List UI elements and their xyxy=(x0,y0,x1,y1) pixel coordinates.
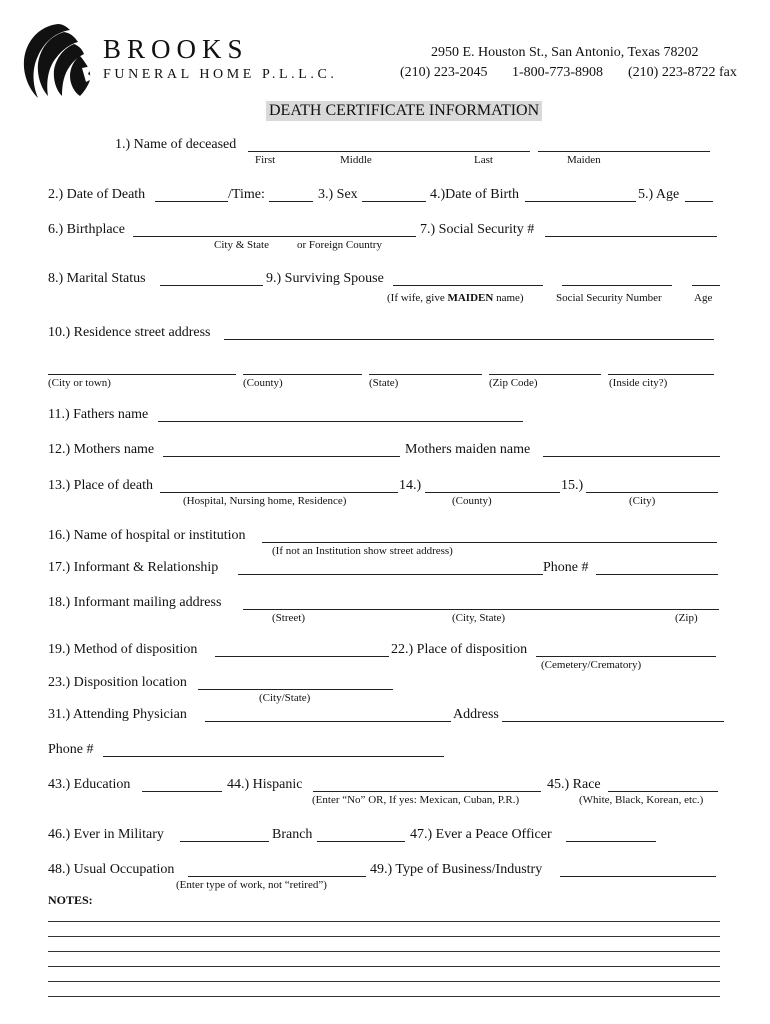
field-occupation[interactable] xyxy=(188,876,366,877)
field-mothers-maiden[interactable] xyxy=(543,456,720,457)
label-name-of-deceased: 1.) Name of deceased xyxy=(115,137,237,152)
brand-name: BROOKS xyxy=(103,34,249,64)
hint-street: (Street) xyxy=(272,612,305,624)
hint-city-town: (City or town) xyxy=(48,377,111,389)
field-disposition-location[interactable] xyxy=(198,689,393,690)
field-informant-phone[interactable] xyxy=(596,574,718,575)
field-military[interactable] xyxy=(180,841,269,842)
field-spouse-ssn[interactable] xyxy=(562,285,672,286)
field-business[interactable] xyxy=(560,876,716,877)
hint-spouse-prefix: (If wife, give xyxy=(387,292,445,304)
label-peace-officer: 47.) Ever a Peace Officer xyxy=(410,827,552,842)
hint-inside-city: (Inside city?) xyxy=(609,377,668,389)
field-sex[interactable] xyxy=(362,201,426,202)
form-title: DEATH CERTIFICATE INFORMATION xyxy=(266,101,542,121)
field-social-security[interactable] xyxy=(545,236,717,237)
hint-maiden: Maiden xyxy=(567,154,601,166)
label-education: 43.) Education xyxy=(48,777,131,792)
label-residence-address: 10.) Residence street address xyxy=(48,325,211,340)
label-physician-address: Address xyxy=(453,707,499,722)
label-mothers-name: 12.) Mothers name xyxy=(48,442,155,457)
hint-spouse-bold: MAIDEN xyxy=(447,292,494,304)
hint-first: First xyxy=(255,154,276,166)
field-surviving-spouse[interactable] xyxy=(393,285,543,286)
notes-label: NOTES: xyxy=(48,893,93,907)
field-maiden-name[interactable] xyxy=(538,151,710,152)
hint-city-state-mail: (City, State) xyxy=(452,612,506,624)
hint-spouse-age: Age xyxy=(694,292,713,304)
label-date-of-death: 2.) Date of Death xyxy=(48,187,146,202)
label-race: 45.) Race xyxy=(547,777,601,792)
hint-spouse-maiden xyxy=(387,292,524,304)
label-place-of-disposition: 22.) Place of disposition xyxy=(391,642,528,657)
hint-state: (State) xyxy=(369,377,399,389)
label-time: /Time: xyxy=(228,187,265,202)
hint-zip-mail: (Zip) xyxy=(675,612,698,624)
field-county[interactable] xyxy=(243,374,362,375)
label-physician-phone: Phone # xyxy=(48,742,94,757)
hint-hispanic: (Enter “No” OR, If yes: Mexican, Cuban, P.R.) xyxy=(312,794,520,806)
label-occupation: 48.) Usual Occupation xyxy=(48,862,175,877)
label-birthplace: 6.) Birthplace xyxy=(48,222,125,237)
label-method-of-disposition: 19.) Method of disposition xyxy=(48,642,198,657)
label-date-of-birth: 4.)Date of Birth xyxy=(430,187,520,202)
field-race[interactable] xyxy=(608,791,718,792)
label-business: 49.) Type of Business/Industry xyxy=(370,862,543,877)
hint-cemetery: (Cemetery/Crematory) xyxy=(541,659,642,671)
label-place-of-death: 13.) Place of death xyxy=(48,478,153,493)
field-marital-status[interactable] xyxy=(160,285,263,286)
label-surviving-spouse: 9.) Surviving Spouse xyxy=(266,271,384,286)
field-death-county[interactable] xyxy=(425,492,560,493)
hint-hospital: (If not an Institution show street address) xyxy=(272,545,453,557)
label-age: 5.) Age xyxy=(638,187,680,202)
field-time[interactable] xyxy=(269,201,313,202)
label-sex: 3.) Sex xyxy=(318,187,358,202)
label-mailing-address: 18.) Informant mailing address xyxy=(48,595,222,610)
hint-spouse-suffix: name) xyxy=(496,292,524,304)
notes-line-4[interactable] xyxy=(48,966,720,967)
field-city-town[interactable] xyxy=(48,374,236,375)
hint-place-of-death: (Hospital, Nursing home, Residence) xyxy=(183,495,347,507)
notes-line-3[interactable] xyxy=(48,951,720,952)
field-place-of-disposition[interactable] xyxy=(536,656,716,657)
hint-death-city: (City) xyxy=(629,495,656,507)
hint-city-state: City & State xyxy=(214,239,269,251)
hint-county: (County) xyxy=(243,377,283,389)
field-physician-phone[interactable] xyxy=(103,756,444,757)
hint-last: Last xyxy=(474,154,493,166)
field-peace-officer[interactable] xyxy=(566,841,656,842)
hint-foreign-country: or Foreign Country xyxy=(297,239,382,251)
hint-occupation: (Enter type of work, not “retired”) xyxy=(176,879,327,891)
hint-death-county: (County) xyxy=(452,495,492,507)
field-branch[interactable] xyxy=(317,841,405,842)
field-zip[interactable] xyxy=(489,374,601,375)
notes-line-6[interactable] xyxy=(48,996,720,997)
field-residence-address[interactable] xyxy=(224,339,714,340)
notes-line-1[interactable] xyxy=(48,921,720,922)
field-fathers-name[interactable] xyxy=(158,421,523,422)
field-education[interactable] xyxy=(142,791,222,792)
field-date-of-death[interactable] xyxy=(155,201,228,202)
label-branch: Branch xyxy=(272,827,313,842)
fax: (210) 223-8722 fax xyxy=(628,65,737,80)
address: 2950 E. Houston St., San Antonio, Texas 78202 xyxy=(431,45,699,60)
hint-city-state-disp: (City/State) xyxy=(259,692,311,704)
notes-line-2[interactable] xyxy=(48,936,720,937)
field-hospital[interactable] xyxy=(262,542,717,543)
label-marital-status: 8.) Marital Status xyxy=(48,271,146,286)
brand-subtitle: FUNERAL HOME P.L.L.C. xyxy=(103,67,338,82)
label-mothers-maiden: Mothers maiden name xyxy=(405,442,531,457)
label-social-security: 7.) Social Security # xyxy=(420,222,535,237)
field-state[interactable] xyxy=(369,374,482,375)
label-disposition-location: 23.) Disposition location xyxy=(48,675,187,690)
label-hispanic: 44.) Hispanic xyxy=(227,777,303,792)
field-physician-address[interactable] xyxy=(502,721,724,722)
field-inside-city[interactable] xyxy=(608,374,714,375)
label-15: 15.) xyxy=(561,478,584,493)
label-attending-physician: 31.) Attending Physician xyxy=(48,707,187,722)
field-age[interactable] xyxy=(685,201,713,202)
hint-middle: Middle xyxy=(340,154,372,166)
label-informant-phone: Phone # xyxy=(543,560,589,575)
hint-spouse-ssn: Social Security Number xyxy=(556,292,662,304)
field-death-city[interactable] xyxy=(586,492,718,493)
field-hispanic[interactable] xyxy=(313,791,541,792)
field-mailing-address[interactable] xyxy=(243,609,719,610)
phone-main: (210) 223-2045 xyxy=(400,65,488,80)
label-informant: 17.) Informant & Relationship xyxy=(48,560,219,575)
field-informant[interactable] xyxy=(238,574,543,575)
lion-logo xyxy=(18,22,100,109)
field-name-of-deceased[interactable] xyxy=(248,151,530,152)
notes-line-5[interactable] xyxy=(48,981,720,982)
field-birthplace[interactable] xyxy=(133,236,416,237)
label-fathers-name: 11.) Fathers name xyxy=(48,407,149,422)
hint-zip: (Zip Code) xyxy=(489,377,538,389)
field-mothers-name[interactable] xyxy=(163,456,400,457)
field-spouse-age[interactable] xyxy=(692,285,720,286)
field-attending-physician[interactable] xyxy=(205,721,451,722)
field-place-of-death[interactable] xyxy=(160,492,398,493)
phone-tollfree: 1-800-773-8908 xyxy=(512,65,603,80)
label-military: 46.) Ever in Military xyxy=(48,827,164,842)
hint-race: (White, Black, Korean, etc.) xyxy=(579,794,704,806)
field-date-of-birth[interactable] xyxy=(525,201,636,202)
field-method-of-disposition[interactable] xyxy=(215,656,389,657)
label-14: 14.) xyxy=(399,478,422,493)
label-hospital: 16.) Name of hospital or institution xyxy=(48,528,246,543)
